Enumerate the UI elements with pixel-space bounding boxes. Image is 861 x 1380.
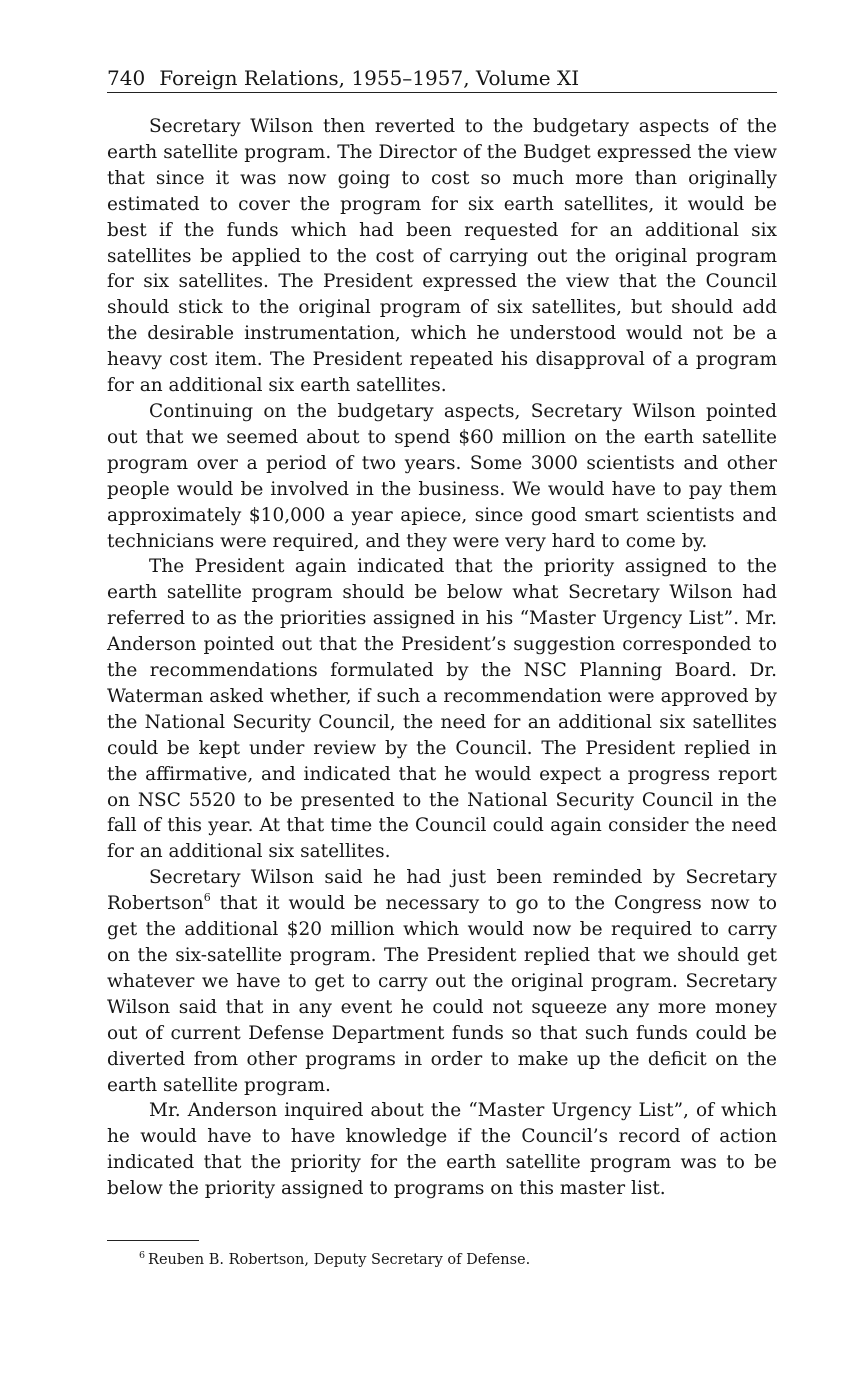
body-text: [107, 114, 777, 1202]
running-head: [107, 64, 777, 93]
running-title: Foreign Relations, 1955–1957, Volume XI: [159, 66, 580, 90]
footnote-text: Reuben B. Robertson, Deputy Secretary of Defense.: [148, 1252, 531, 1268]
paragraph-4-text-after-note: that it would be necessary to go to the Congress now to get the additional $20 million which would now be required to carry on the six-satellite program. The President replied that we should get whatever we have to get to carry out the original program. Secretary Wilson said that in any event he could not squeeze any more money out of current Defense Department funds so that such funds could be diverted from other programs in order to make up the deficit on the earth satellite program.: [107, 893, 777, 1096]
paragraph-2: Continuing on the budgetary aspects, Secretary Wilson pointed out that we seemed about to spend $60 million on the earth satellite program over a period of two years. Some 3000 scientists and other people would be involved in the business. We would have to pay them approximately $10,000 a year apiece, since good smart scientists and technicians were required, and they were very hard to come by.: [107, 400, 777, 552]
footnote-6: [139, 1249, 779, 1271]
footnote-divider: [107, 1240, 199, 1241]
paragraph-4-text-before-note: Secretary Wilson said he had just been reminded by Secretary Robertson: [107, 867, 777, 915]
page-number: 740: [107, 66, 146, 90]
footnote-reference-6[interactable]: 6: [203, 891, 211, 905]
paragraph-5: Mr. Anderson inquired about the “Master Urgency List”, of which he would have to have knowledge if the Council’s record of action indicated that the priority for the earth satellite program was to be below the priority assigned to programs on this master list.: [107, 1100, 777, 1200]
paragraph-3: The President again indicated that the priority assigned to the earth satellite program should be below what Secretary Wilson had referred to as the priorities assigned in his “Master Urgency List”. Mr. Anderson pointed out that the President’s suggestion corresponded to the recommendations formulated by the NSC Planning Board. Dr. Waterman asked whether, if such a recommendation were approved by the National Security Council, the need for an additional six satellites could be kept under review by the Council. The President replied in the affirmative, and indicated that he would expect a progress report on NSC 5520 to be presented to the National Security Council in the fall of this year. At that time the Council could again consider the need for an additional six satellites.: [107, 556, 777, 863]
paragraph-1: Secretary Wilson then reverted to the budgetary aspects of the earth satellite program. The Director of the Budget expressed the view that since it was now going to cost so much more than originally estimated to cover the program for six earth satellites, it would be best if the funds which had been requested for an additional six satellites be applied to the cost of carrying out the original program for six satellites. The President expressed the view that the Council should stick to the original program of six satellites, but should add the desirable instrumentation, which he understood would not be a heavy cost item. The President repeated his disapproval of a program for an additional six earth satellites.: [107, 116, 777, 397]
paragraph-4: [107, 865, 777, 1098]
footnote-marker: 6: [139, 1250, 146, 1261]
